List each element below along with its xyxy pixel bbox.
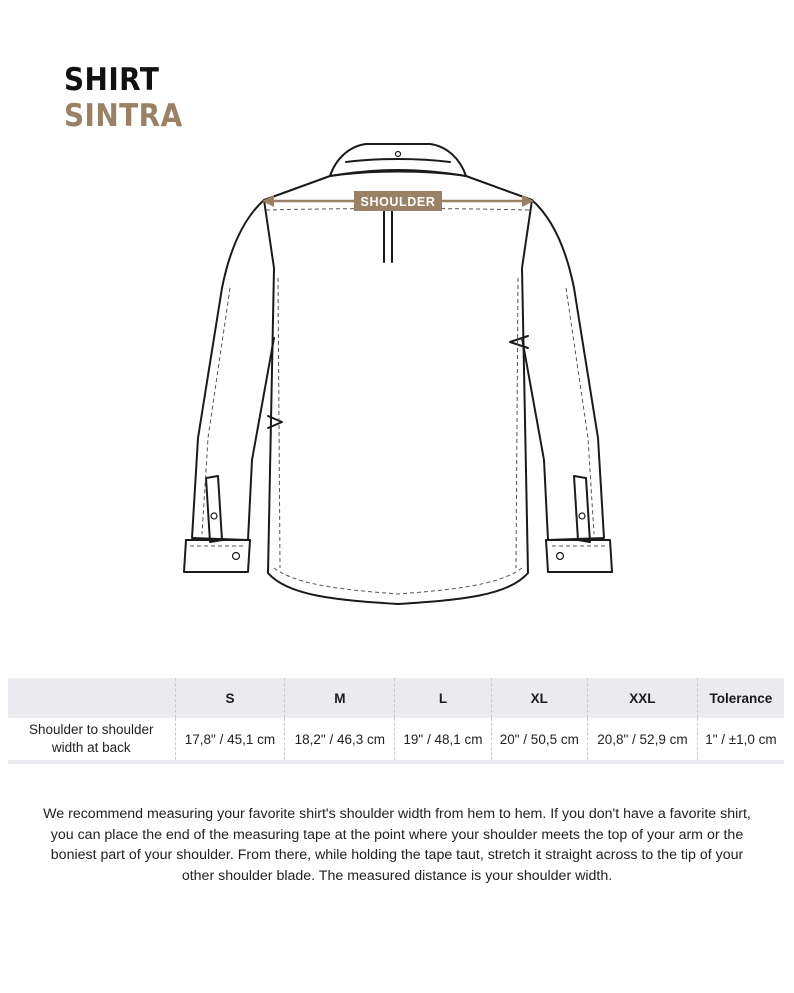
size-header-xl: XL (491, 678, 587, 718)
size-header-xxl: XXL (587, 678, 697, 718)
hem-stitching (274, 568, 522, 594)
product-name: SINTRA (64, 98, 183, 134)
value-m: 18,2" / 46,3 cm (285, 718, 395, 762)
product-title (64, 62, 196, 134)
size-header-tolerance: Tolerance (697, 678, 784, 718)
header-blank-cell (8, 678, 175, 718)
size-header-l: L (395, 678, 491, 718)
table-row (8, 718, 784, 762)
row-label: Shoulder to shoulder width at back (28, 722, 154, 755)
size-chart-table (8, 678, 784, 764)
size-header-m: M (285, 678, 395, 718)
value-tolerance: 1" / ±1,0 cm (697, 718, 784, 762)
left-cuff-button (233, 553, 240, 560)
shirt-back-diagram (178, 138, 618, 638)
size-header-s: S (175, 678, 285, 718)
shoulder-measurement (262, 191, 534, 211)
right-side-tab (510, 336, 528, 348)
right-sleeve-outline (522, 200, 604, 540)
right-placket-button (579, 513, 585, 519)
collar-band (346, 159, 450, 162)
collar-button (396, 152, 401, 157)
shoulder-label: SHOULDER (360, 195, 436, 209)
measuring-instructions: We recommend measuring your favorite shirt's shoulder width from hem to hem. If you don't have a favorite shirt, you can place the end of the measuring tape at the point where your shoulder meets the top of your arm or the boniest part of your shoulder. From there, while holding the tape taut, stretch it straight across to the tip of your other shoulder blade. The measured distance is your shoulder width. (43, 806, 751, 884)
left-cuff (184, 540, 250, 572)
right-sleeve-placket (574, 476, 590, 542)
left-placket-button (211, 513, 217, 519)
body-stitching (278, 278, 518, 568)
value-xxl: 20,8" / 52,9 cm (587, 718, 697, 762)
right-cuff-button (557, 553, 564, 560)
value-s: 17,8" / 45,1 cm (175, 718, 285, 762)
left-sleeve-outline (192, 200, 274, 540)
value-xl: 20" / 50,5 cm (491, 718, 587, 762)
product-category: SHIRT (64, 62, 160, 98)
left-sleeve-placket (206, 476, 222, 542)
value-l: 19" / 48,1 cm (395, 718, 491, 762)
size-header-row (8, 678, 784, 718)
collar-outline (330, 144, 466, 176)
shirt-body-outline (264, 170, 532, 604)
back-pleat (384, 210, 392, 262)
